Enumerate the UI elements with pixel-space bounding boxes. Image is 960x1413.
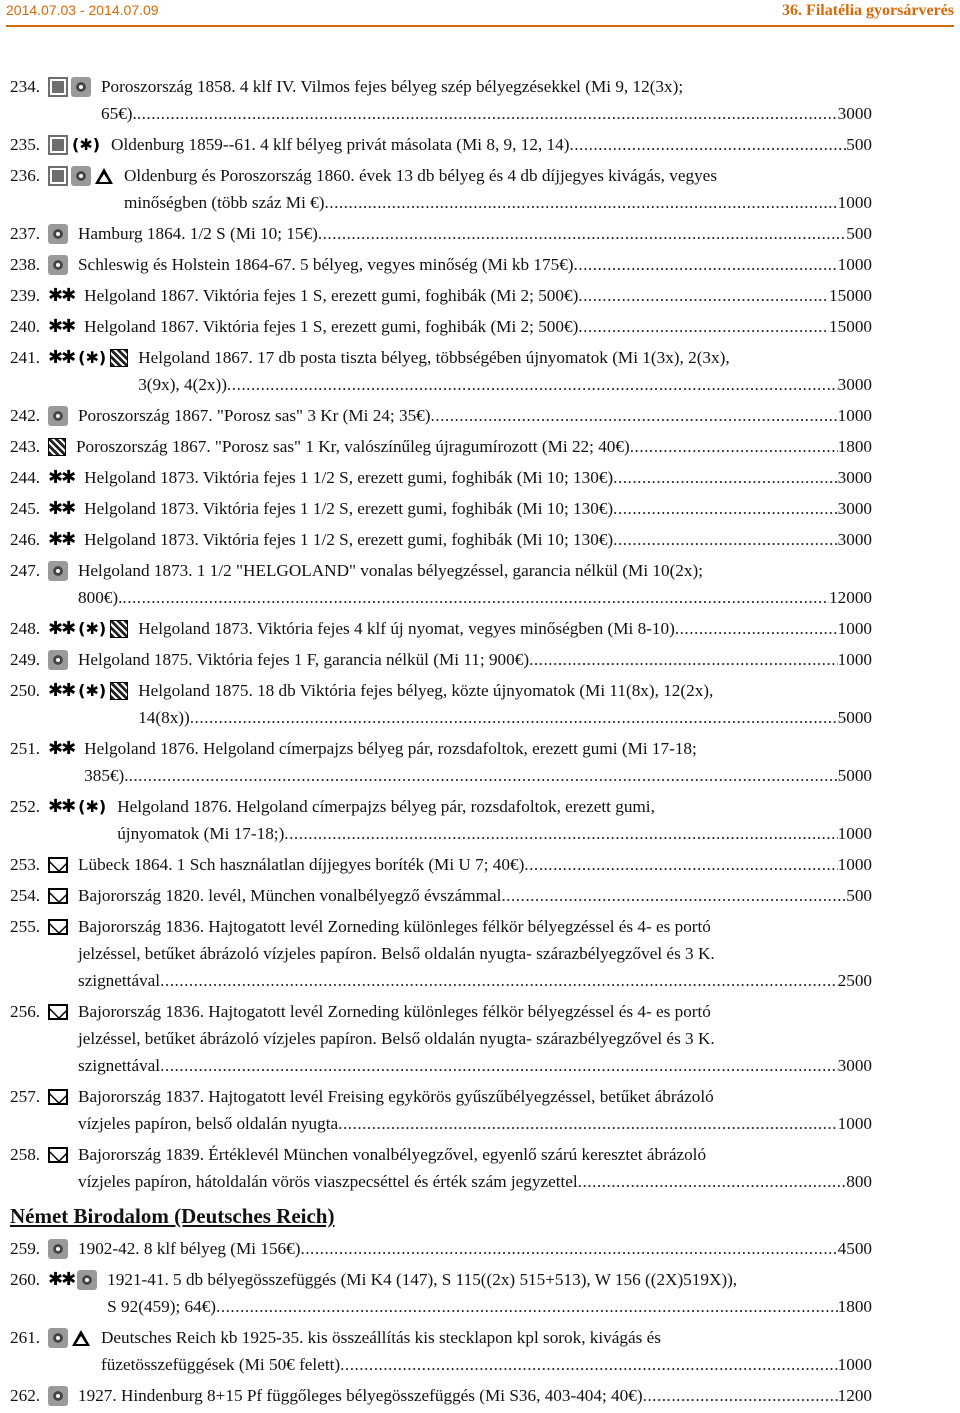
condition-icons bbox=[48, 162, 114, 189]
description-text: Oldenburg 1859--61. 4 klf bélyeg privát másolata (Mi 8, 9, 12, 14) bbox=[111, 135, 570, 154]
lot-entry bbox=[10, 526, 872, 553]
gray-stamp-icon bbox=[48, 77, 68, 97]
lot-description bbox=[78, 1382, 872, 1409]
description-text: S 92(459); 64€) bbox=[107, 1297, 217, 1316]
postmark-stamp-icon bbox=[48, 224, 68, 244]
lot-description bbox=[78, 402, 872, 429]
lot-price: 3000 bbox=[837, 1056, 872, 1075]
lot-price: 3000 bbox=[837, 468, 872, 487]
condition-icons bbox=[48, 615, 128, 642]
condition-icons bbox=[48, 1141, 68, 1168]
lot-group bbox=[10, 1235, 872, 1409]
dot-leader bbox=[318, 220, 846, 247]
lot-number: 241. bbox=[10, 348, 41, 367]
description-line bbox=[84, 313, 872, 340]
description-line bbox=[78, 851, 872, 878]
description-text: Helgoland 1873. Viktória fejes 1 1/2 S, erezett gumi, foghibák (Mi 10; 130€) bbox=[84, 530, 614, 549]
condition-icons bbox=[48, 646, 68, 673]
triangle-icon bbox=[71, 1328, 91, 1348]
dot-leader bbox=[338, 1110, 837, 1137]
lot-description bbox=[76, 433, 872, 460]
lot-price: 3000 bbox=[837, 530, 872, 549]
lot-description bbox=[84, 464, 872, 491]
lot-price: 1000 bbox=[837, 619, 872, 638]
description-text: Bajorország 1839. Értéklevél München vonalbélyegzővel, egyenlő szárú keresztet ábrázoló bbox=[78, 1145, 707, 1164]
dot-leader bbox=[324, 189, 837, 216]
lot-price: 1200 bbox=[837, 1386, 872, 1405]
lot-entry bbox=[10, 464, 872, 491]
cancelled-stamp-icon bbox=[48, 438, 66, 456]
description-text: 65€). bbox=[101, 104, 137, 123]
description-text: Helgoland 1876. Helgoland címerpajzs bélyeg pár, rozsdafoltok, erezett gumi, bbox=[117, 797, 655, 816]
lot-entry bbox=[10, 433, 872, 460]
lot-number: 250. bbox=[10, 681, 41, 700]
description-text: Helgoland 1876. Helgoland címerpajzs bélyeg pár, rozsdafoltok, erezett gumi (Mi 17-18; bbox=[84, 739, 697, 758]
description-text: Poroszország 1858. 4 klf IV. Vilmos fejes bélyeg szép bélyegzésekkel (Mi 9, 12(3x); bbox=[101, 77, 684, 96]
description-line bbox=[78, 220, 872, 247]
lot-entry bbox=[10, 131, 872, 158]
lot-description bbox=[101, 1324, 872, 1378]
description-text: 1921-41. 5 db bélyegösszefüggés (Mi K4 (147), S 115((2x) 515+513), W 156 ((2X)519X)), bbox=[107, 1270, 738, 1289]
description-text: újnyomatok (Mi 17-18;) bbox=[117, 824, 285, 843]
postmark-stamp-icon bbox=[48, 255, 68, 275]
description-text: Bajorország 1837. Hajtogatott levél Freising egykörös gyűszűbélyegzéssel, betűket ábrázoló bbox=[78, 1087, 714, 1106]
condition-icons bbox=[48, 433, 66, 460]
description-line bbox=[138, 615, 872, 642]
lot-number: 240. bbox=[10, 317, 41, 336]
lot-number: 253. bbox=[10, 855, 41, 874]
description-line bbox=[107, 1293, 872, 1320]
dot-leader bbox=[284, 820, 837, 847]
lot-price: 12000 bbox=[829, 588, 872, 607]
double-star-icon: ✱✱ bbox=[48, 284, 75, 306]
description-line bbox=[78, 251, 872, 278]
description-text: 1902-42. 8 klf bélyeg (Mi 156€) bbox=[78, 1239, 301, 1258]
condition-icons bbox=[48, 313, 74, 340]
lot-price: 5000 bbox=[837, 766, 872, 785]
lot-entry bbox=[10, 220, 872, 247]
description-text: Helgoland 1873. Viktória fejes 1 1/2 S, erezett gumi, foghibák (Mi 10; 130€) bbox=[84, 468, 614, 487]
lot-description bbox=[138, 677, 872, 731]
header-divider bbox=[6, 25, 954, 27]
envelope-icon bbox=[48, 888, 68, 904]
lot-price: 3000 bbox=[837, 499, 872, 518]
dot-leader bbox=[129, 762, 838, 789]
envelope-icon bbox=[48, 919, 68, 935]
triangle-icon bbox=[94, 166, 114, 186]
dot-leader bbox=[216, 1293, 838, 1320]
description-line bbox=[124, 189, 872, 216]
lot-description bbox=[78, 882, 872, 909]
description-line bbox=[84, 526, 872, 553]
lot-entry bbox=[10, 998, 872, 1079]
double-star-icon: ✱✱ bbox=[48, 315, 75, 337]
double-star-icon: ✱✱ bbox=[48, 346, 75, 368]
description-text: Helgoland 1873. Viktória fejes 4 klf új nyomat, vegyes minőségben (Mi 8-10) bbox=[138, 619, 675, 638]
lot-group bbox=[10, 73, 872, 1195]
lot-number: 235. bbox=[10, 135, 41, 154]
description-line bbox=[78, 1168, 872, 1195]
postmark-stamp-icon bbox=[71, 166, 91, 186]
cancelled-stamp-icon bbox=[110, 620, 128, 638]
lot-number: 247. bbox=[10, 561, 41, 580]
description-text: Oldenburg és Poroszország 1860. évek 13 db bélyeg és 4 db díjjegyes kivágás, vegyes bbox=[124, 166, 718, 185]
dot-leader bbox=[578, 282, 829, 309]
lot-description bbox=[78, 1083, 872, 1137]
dot-leader bbox=[300, 1235, 837, 1262]
description-text: minőségben (több száz Mi €) bbox=[124, 193, 325, 212]
lot-entry bbox=[10, 313, 872, 340]
lot-number: 262. bbox=[10, 1386, 41, 1405]
double-star-icon: ✱✱ bbox=[48, 528, 75, 550]
description-line bbox=[78, 882, 872, 909]
description-text: füzetösszefüggések (Mi 50€ felett) bbox=[101, 1355, 341, 1374]
lot-number: 246. bbox=[10, 530, 41, 549]
dot-leader bbox=[675, 615, 838, 642]
condition-icons bbox=[48, 735, 74, 762]
condition-icons bbox=[48, 1083, 68, 1110]
description-line bbox=[111, 131, 872, 158]
lot-entry bbox=[10, 1324, 872, 1378]
lot-description bbox=[84, 526, 872, 553]
lot-number: 249. bbox=[10, 650, 41, 669]
lot-entry bbox=[10, 793, 872, 847]
paren-star-icon: (✱) bbox=[78, 680, 107, 700]
lot-number: 259. bbox=[10, 1239, 41, 1258]
description-text: szignettával bbox=[78, 1056, 161, 1075]
description-text: Bajorország 1836. Hajtogatott levél Zorneding különleges félkör bélyegzéssel és 4- es portó bbox=[78, 917, 711, 936]
dot-leader bbox=[578, 313, 829, 340]
lot-number: 255. bbox=[10, 917, 41, 936]
lot-price: 1000 bbox=[837, 650, 872, 669]
postmark-stamp-icon bbox=[48, 1386, 68, 1406]
description-text: jelzéssel, betűket ábrázoló vízjeles papíron. Belső oldalán nyugta- szárazbélyegzővel és 3 K. bbox=[78, 1029, 715, 1048]
lot-description bbox=[78, 1141, 872, 1195]
description-text: Bajorország 1836. Hajtogatott levél Zorneding különleges félkör bélyegzéssel és 4- es portó bbox=[78, 1002, 711, 1021]
lot-entry bbox=[10, 251, 872, 278]
lot-description bbox=[138, 615, 872, 642]
envelope-icon bbox=[48, 1147, 68, 1163]
lot-price: 1000 bbox=[837, 193, 872, 212]
description-text: Helgoland 1873. Viktória fejes 1 1/2 S, erezett gumi, foghibák (Mi 10; 130€) bbox=[84, 499, 614, 518]
lot-number: 234. bbox=[10, 77, 41, 96]
double-star-icon: ✱✱ bbox=[48, 737, 75, 759]
postmark-stamp-icon bbox=[77, 1270, 97, 1290]
double-star-icon: ✱✱ bbox=[48, 497, 75, 519]
dot-leader bbox=[613, 526, 837, 553]
description-text: Bajorország 1820. levél, München vonalbélyegző évszámmal bbox=[78, 886, 502, 905]
dot-leader bbox=[431, 402, 838, 429]
description-text: Helgoland 1875. 18 db Viktória fejes bélyeg, közte újnyomatok (Mi 11(8x), 12(2x), bbox=[138, 681, 714, 700]
lot-price: 1000 bbox=[837, 1114, 872, 1133]
description-line bbox=[78, 402, 872, 429]
description-text: Helgoland 1867. Viktória fejes 1 S, erezett gumi, foghibák (Mi 2; 500€) bbox=[84, 317, 579, 336]
description-text: 14(8x)) bbox=[138, 708, 190, 727]
lot-description bbox=[107, 1266, 872, 1320]
description-text: 1927. Hindenburg 8+15 Pf függőleges bélyegösszefüggés (Mi S36, 403-404; 40€) bbox=[78, 1386, 643, 1405]
condition-icons bbox=[48, 851, 68, 878]
lot-description bbox=[78, 998, 872, 1079]
lot-entry bbox=[10, 402, 872, 429]
condition-icons bbox=[48, 677, 128, 704]
lot-price: 1000 bbox=[837, 406, 872, 425]
description-text: Schleswig és Holstein 1864-67. 5 bélyeg, vegyes minőség (Mi kb 175€) bbox=[78, 255, 574, 274]
description-text: Helgoland 1873. 1 1/2 "HELGOLAND" vonalas bélyegzéssel, garancia nélkül (Mi 10(2x); bbox=[78, 561, 703, 580]
condition-icons bbox=[48, 1382, 68, 1409]
condition-icons bbox=[48, 1266, 97, 1293]
lot-description bbox=[101, 73, 872, 127]
lot-price: 4500 bbox=[837, 1239, 872, 1258]
postmark-stamp-icon bbox=[48, 1328, 68, 1348]
envelope-icon bbox=[48, 1004, 68, 1020]
lot-number: 244. bbox=[10, 468, 41, 487]
description-line bbox=[84, 282, 872, 309]
lot-entry bbox=[10, 1235, 872, 1262]
lot-number: 238. bbox=[10, 255, 41, 274]
description-text: Hamburg 1864. 1/2 S (Mi 10; 15€) bbox=[78, 224, 318, 243]
lot-number: 242. bbox=[10, 406, 41, 425]
lot-entry bbox=[10, 1141, 872, 1195]
double-star-icon: ✱✱ bbox=[48, 1268, 75, 1290]
lot-price: 3000 bbox=[837, 375, 872, 394]
lot-entry bbox=[10, 557, 872, 611]
lot-number: 243. bbox=[10, 437, 41, 456]
paren-star-icon: (✱) bbox=[78, 618, 107, 638]
lot-price: 1000 bbox=[837, 1355, 872, 1374]
description-line bbox=[78, 1110, 872, 1137]
lot-price: 3000 bbox=[837, 104, 872, 123]
dot-leader bbox=[160, 1052, 838, 1079]
lot-price: 500 bbox=[846, 135, 872, 154]
condition-icons bbox=[48, 402, 68, 429]
dot-leader bbox=[340, 1351, 838, 1378]
dot-leader bbox=[613, 495, 837, 522]
description-text: jelzéssel, betűket ábrázoló vízjeles papíron. Belső oldalán nyugta- szárazbélyegzővel és 3 K. bbox=[78, 944, 715, 963]
lot-number: 260. bbox=[10, 1270, 41, 1289]
section-title: Német Birodalom (Deutsches Reich) bbox=[10, 1204, 335, 1228]
condition-icons bbox=[48, 495, 74, 522]
condition-icons bbox=[48, 998, 68, 1025]
lot-description bbox=[138, 344, 872, 398]
description-line bbox=[101, 1351, 872, 1378]
description-line bbox=[138, 704, 872, 731]
cancelled-stamp-icon bbox=[110, 349, 128, 367]
lot-description bbox=[84, 313, 872, 340]
condition-icons bbox=[48, 882, 68, 909]
dot-leader bbox=[574, 251, 838, 278]
page-title: 36. Filatélia gyorsárverés bbox=[782, 2, 954, 19]
double-star-icon: ✱✱ bbox=[48, 795, 75, 817]
lot-price: 1800 bbox=[837, 1297, 872, 1316]
dot-leader bbox=[227, 371, 838, 398]
lot-number: 252. bbox=[10, 797, 41, 816]
condition-icons bbox=[48, 1235, 68, 1262]
lot-price: 800 bbox=[846, 1172, 872, 1191]
lot-price: 1000 bbox=[837, 855, 872, 874]
lot-price: 5000 bbox=[837, 708, 872, 727]
envelope-icon bbox=[48, 1089, 68, 1105]
envelope-icon bbox=[48, 857, 68, 873]
description-line bbox=[78, 584, 872, 611]
lot-entry bbox=[10, 851, 872, 878]
lot-description bbox=[117, 793, 872, 847]
lot-number: 261. bbox=[10, 1328, 41, 1347]
description-text: Poroszország 1867. "Porosz sas" 1 Kr, valószínűleg újragumírozott (Mi 22; 40€) bbox=[76, 437, 630, 456]
lot-description bbox=[78, 646, 872, 673]
dot-leader bbox=[501, 882, 846, 909]
lot-description bbox=[78, 557, 872, 611]
description-line bbox=[138, 371, 872, 398]
dot-leader bbox=[578, 1168, 847, 1195]
lot-price: 15000 bbox=[829, 286, 872, 305]
dot-leader bbox=[160, 967, 838, 994]
description-line bbox=[78, 646, 872, 673]
description-text: 800€). bbox=[78, 588, 123, 607]
lot-entry bbox=[10, 646, 872, 673]
condition-icons bbox=[48, 557, 68, 584]
double-star-icon: ✱✱ bbox=[48, 466, 75, 488]
gray-stamp-icon bbox=[48, 166, 68, 186]
condition-icons bbox=[48, 282, 74, 309]
condition-icons bbox=[48, 220, 68, 247]
lot-price: 1000 bbox=[837, 255, 872, 274]
dot-leader bbox=[137, 100, 838, 127]
double-star-icon: ✱✱ bbox=[48, 617, 75, 639]
lot-description bbox=[78, 913, 872, 994]
lot-number: 248. bbox=[10, 619, 41, 638]
lot-price: 500 bbox=[846, 224, 872, 243]
lot-entry bbox=[10, 1266, 872, 1320]
description-text: Helgoland 1867. Viktória fejes 1 S, erezett gumi, foghibák (Mi 2; 500€) bbox=[84, 286, 579, 305]
description-text: szignettával bbox=[78, 971, 161, 990]
dot-leader bbox=[630, 433, 838, 460]
description-text: Poroszország 1867. "Porosz sas" 3 Kr (Mi 24; 35€) bbox=[78, 406, 431, 425]
lot-entry bbox=[10, 1382, 872, 1409]
lot-entry bbox=[10, 1083, 872, 1137]
lot-number: 254. bbox=[10, 886, 41, 905]
lot-entry bbox=[10, 73, 872, 127]
description-text: 3(9x), 4(2x)) bbox=[138, 375, 227, 394]
lot-description bbox=[84, 735, 872, 789]
condition-icons bbox=[48, 1324, 91, 1351]
postmark-stamp-icon bbox=[48, 561, 68, 581]
lot-price: 500 bbox=[846, 886, 872, 905]
description-text: Lübeck 1864. 1 Sch használatlan díjjegyes boríték (Mi U 7; 40€) bbox=[78, 855, 525, 874]
lot-entry bbox=[10, 495, 872, 522]
lot-entry bbox=[10, 162, 872, 216]
lot-entry bbox=[10, 344, 872, 398]
paren-star-icon: (✱) bbox=[78, 347, 107, 367]
description-line bbox=[78, 1052, 872, 1079]
description-text: Deutsches Reich kb 1925-35. kis összeállítás kis stecklapon kpl sorok, kivágás és bbox=[101, 1328, 661, 1347]
description-line bbox=[101, 100, 872, 127]
lot-number: 245. bbox=[10, 499, 41, 518]
dot-leader bbox=[569, 131, 846, 158]
lot-description bbox=[78, 851, 872, 878]
gray-stamp-icon bbox=[48, 135, 68, 155]
lot-price: 15000 bbox=[829, 317, 872, 336]
lot-entry bbox=[10, 913, 872, 994]
condition-icons bbox=[48, 344, 128, 371]
dot-leader bbox=[524, 851, 837, 878]
dot-leader bbox=[122, 584, 829, 611]
condition-icons bbox=[48, 131, 101, 158]
lot-number: 236. bbox=[10, 166, 41, 185]
lot-description bbox=[78, 251, 872, 278]
lot-number: 251. bbox=[10, 739, 41, 758]
description-line bbox=[84, 762, 872, 789]
description-line bbox=[78, 1382, 872, 1409]
lot-list bbox=[10, 73, 872, 1413]
postmark-stamp-icon bbox=[48, 650, 68, 670]
description-line bbox=[84, 495, 872, 522]
lot-entry bbox=[10, 677, 872, 731]
paren-star-icon: (✱) bbox=[78, 796, 107, 816]
lot-price: 2500 bbox=[837, 971, 872, 990]
condition-icons bbox=[48, 73, 91, 100]
paren-star-icon: (✱) bbox=[72, 134, 101, 154]
description-text: Helgoland 1867. 17 db posta tiszta bélyeg, többségében újnyomatok (Mi 1(3x), 2(3x), bbox=[138, 348, 730, 367]
description-text: vízjeles papíron, belső oldalán nyugta bbox=[78, 1114, 339, 1133]
dot-leader bbox=[613, 464, 837, 491]
condition-icons bbox=[48, 793, 107, 820]
lot-number: 257. bbox=[10, 1087, 41, 1106]
dot-leader bbox=[190, 704, 838, 731]
lot-entry bbox=[10, 735, 872, 789]
description-line bbox=[78, 967, 872, 994]
condition-icons bbox=[48, 251, 68, 278]
lot-price: 1000 bbox=[837, 824, 872, 843]
lot-description bbox=[84, 282, 872, 309]
lot-description bbox=[111, 131, 872, 158]
lot-price: 1800 bbox=[837, 437, 872, 456]
date-range: 2014.07.03 - 2014.07.09 bbox=[6, 2, 159, 18]
description-line bbox=[117, 820, 872, 847]
lot-entry bbox=[10, 882, 872, 909]
description-text: 385€). bbox=[84, 766, 129, 785]
lot-entry bbox=[10, 282, 872, 309]
description-line bbox=[76, 433, 872, 460]
condition-icons bbox=[48, 464, 74, 491]
postmark-stamp-icon bbox=[71, 77, 91, 97]
lot-number: 258. bbox=[10, 1145, 41, 1164]
lot-description bbox=[84, 495, 872, 522]
lot-description bbox=[78, 220, 872, 247]
lot-number: 239. bbox=[10, 286, 41, 305]
description-text: vízjeles papíron, hátoldalán vörös viaszpecséttel és érték szám jegyzettel bbox=[78, 1172, 578, 1191]
cancelled-stamp-icon bbox=[110, 682, 128, 700]
lot-number: 256. bbox=[10, 1002, 41, 1021]
lot-description bbox=[124, 162, 872, 216]
description-line bbox=[84, 464, 872, 491]
dot-leader bbox=[643, 1382, 838, 1409]
postmark-stamp-icon bbox=[48, 1239, 68, 1259]
dot-leader bbox=[529, 646, 838, 673]
condition-icons bbox=[48, 913, 68, 940]
postmark-stamp-icon bbox=[48, 406, 68, 426]
description-text: Helgoland 1875. Viktória fejes 1 F, garancia nélkül (Mi 11; 900€) bbox=[78, 650, 530, 669]
condition-icons bbox=[48, 526, 74, 553]
lot-entry bbox=[10, 615, 872, 642]
lot-description bbox=[78, 1235, 872, 1262]
description-line bbox=[78, 1235, 872, 1262]
lot-number: 237. bbox=[10, 224, 41, 243]
double-star-icon: ✱✱ bbox=[48, 679, 75, 701]
